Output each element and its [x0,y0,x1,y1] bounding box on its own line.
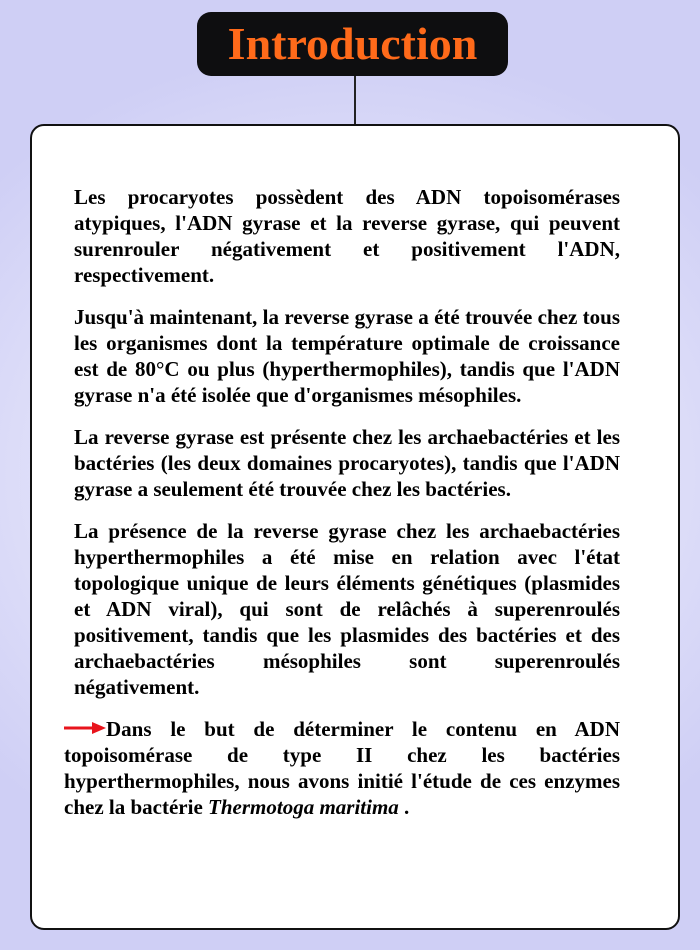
content-text [64,184,620,836]
paragraph-5 [64,716,620,820]
title-box [197,12,508,76]
connector-line [354,76,356,125]
species-name: Thermotoga maritima [208,795,399,819]
paragraph-2: Jusqu'à maintenant, la reverse gyrase a été trouvée chez tous les organismes dont la température optimale de croissance est de 80°C ou plus (hyperthermophiles), tandis que l'ADN gyrase n'a été isolée que d'organismes mésophiles. [74,305,620,407]
paragraph-4: La présence de la reverse gyrase chez les archaebactéries hyperthermophiles a été mise en relation avec l'état topologique unique de leurs éléments génétiques (plasmides et ADN viral), qui sont de relâchés à superenroulés positivement, tandis que les plasmides des bactéries et des archaebactéries mésophiles sont superenroulés négativement. [74,519,620,699]
red-arrow-icon [64,721,106,735]
paragraph-1: Les procaryotes possèdent des ADN topoisomérases atypiques, l'ADN gyrase et la reverse gyrase, qui peuvent surenrouler négativement et positivement l'ADN, respectivement. [74,185,620,287]
paragraph-5-text: Dans le but de déterminer le contenu en ADN topoisomérase de type II chez les bactéries hyperthermophiles, nous avons initié l'étude de ces enzymes chez la bactérie [64,717,620,819]
page-title: Introduction [227,18,478,69]
paragraph-3: La reverse gyrase est présente chez les archaebactéries et les bactéries (les deux domaines procaryotes), tandis que l'ADN gyrase a seulement été trouvée chez les bactéries. [74,425,620,501]
paragraph-5-ending: . [398,795,410,819]
